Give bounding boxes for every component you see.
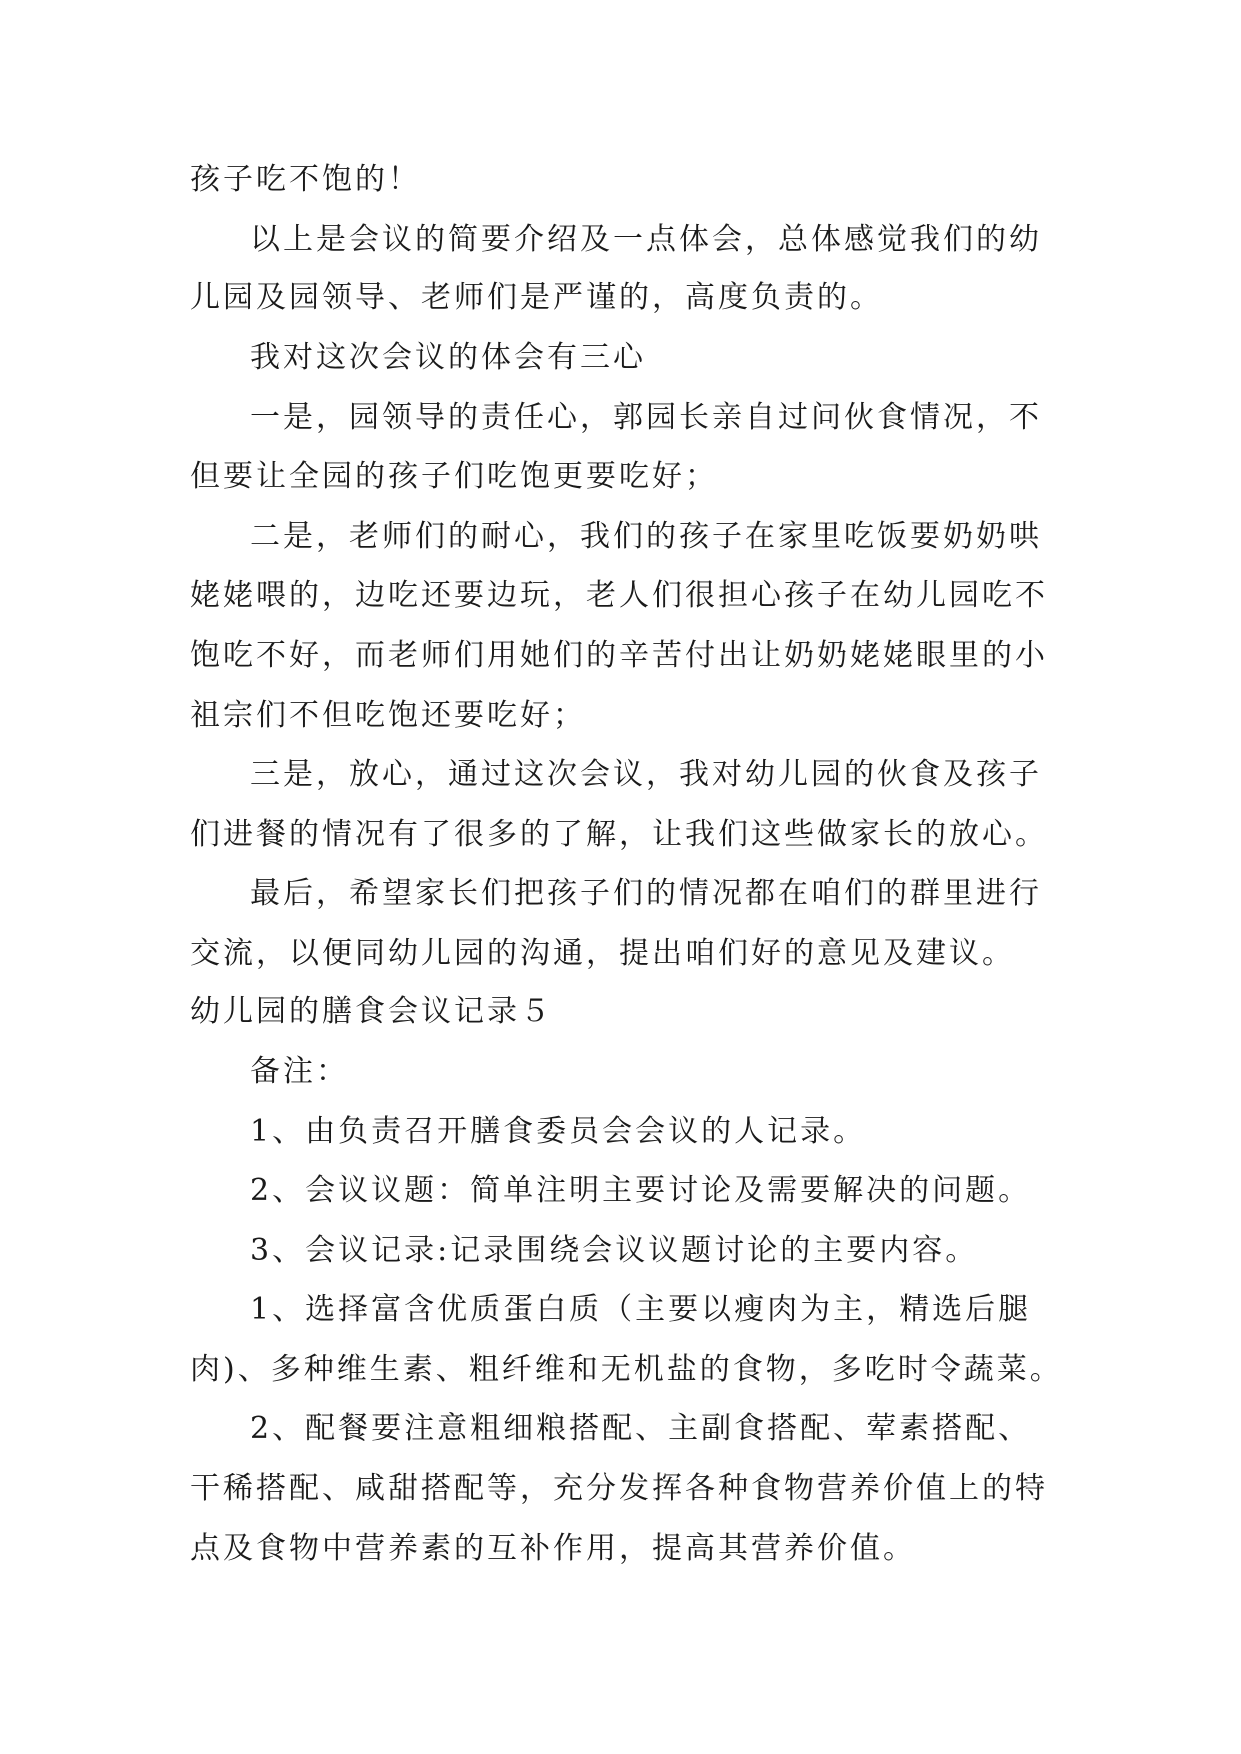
text-line: 交流，以便同幼儿园的沟通，提出咱们好的意见及建议。 bbox=[190, 936, 1015, 971]
section-title: 幼儿园的膳食会议记录５ bbox=[190, 994, 553, 1029]
paragraph-line: 三是，放心，通过这次会议，我对幼儿园的伙食及孩子 bbox=[250, 757, 1042, 792]
list-item: 2、配餐要注意粗细粮搭配、主副食搭配、荤素搭配、 bbox=[250, 1411, 1032, 1446]
text-line: 儿园及园领导、老师们是严谨的，高度负责的。 bbox=[190, 280, 883, 315]
text-line: 点及食物中营养素的互补作用，提高其营养价值。 bbox=[190, 1531, 916, 1566]
text-line: 孩子吃不饱的！ bbox=[190, 162, 421, 197]
paragraph-line: 二是，老师们的耐心，我们的孩子在家里吃饭要奶奶哄 bbox=[250, 519, 1042, 554]
text-line: 肉)、多种维生素、粗纤维和无机盐的食物，多吃时令蔬菜。 bbox=[190, 1352, 1063, 1387]
paragraph-line: 一是，园领导的责任心，郭园长亲自过问伙食情况，不 bbox=[250, 400, 1042, 435]
list-item: 1、由负责召开膳食委员会会议的人记录。 bbox=[250, 1114, 867, 1149]
text-line: 祖宗们不但吃饱还要吃好； bbox=[190, 698, 586, 733]
text-line: 们进餐的情况有了很多的了解，让我们这些做家长的放心。 bbox=[190, 817, 1048, 852]
text-line: 饱吃不好，而老师们用她们的辛苦付出让奶奶姥姥眼里的小 bbox=[190, 638, 1048, 673]
text-line: 但要让全园的孩子们吃饱更要吃好； bbox=[190, 459, 718, 494]
paragraph-line: 备注： bbox=[250, 1054, 349, 1089]
paragraph-line: 以上是会议的简要介绍及一点体会，总体感觉我们的幼 bbox=[250, 222, 1042, 257]
list-item: 1、选择富含优质蛋白质（主要以瘦肉为主，精选后腿 bbox=[250, 1292, 1032, 1327]
paragraph-line: 我对这次会议的体会有三心 bbox=[250, 340, 646, 375]
text-line: 干稀搭配、咸甜搭配等，充分发挥各种食物营养价值上的特 bbox=[190, 1471, 1048, 1506]
list-item: 3、会议记录:记录围绕会议议题讨论的主要内容。 bbox=[250, 1233, 979, 1268]
list-item: 2、会议议题：简单注明主要讨论及需要解决的问题。 bbox=[250, 1173, 1032, 1208]
paragraph-line: 最后，希望家长们把孩子们的情况都在咱们的群里进行 bbox=[250, 876, 1042, 911]
text-line: 姥姥喂的，边吃还要边玩，老人们很担心孩子在幼儿园吃不 bbox=[190, 578, 1048, 613]
